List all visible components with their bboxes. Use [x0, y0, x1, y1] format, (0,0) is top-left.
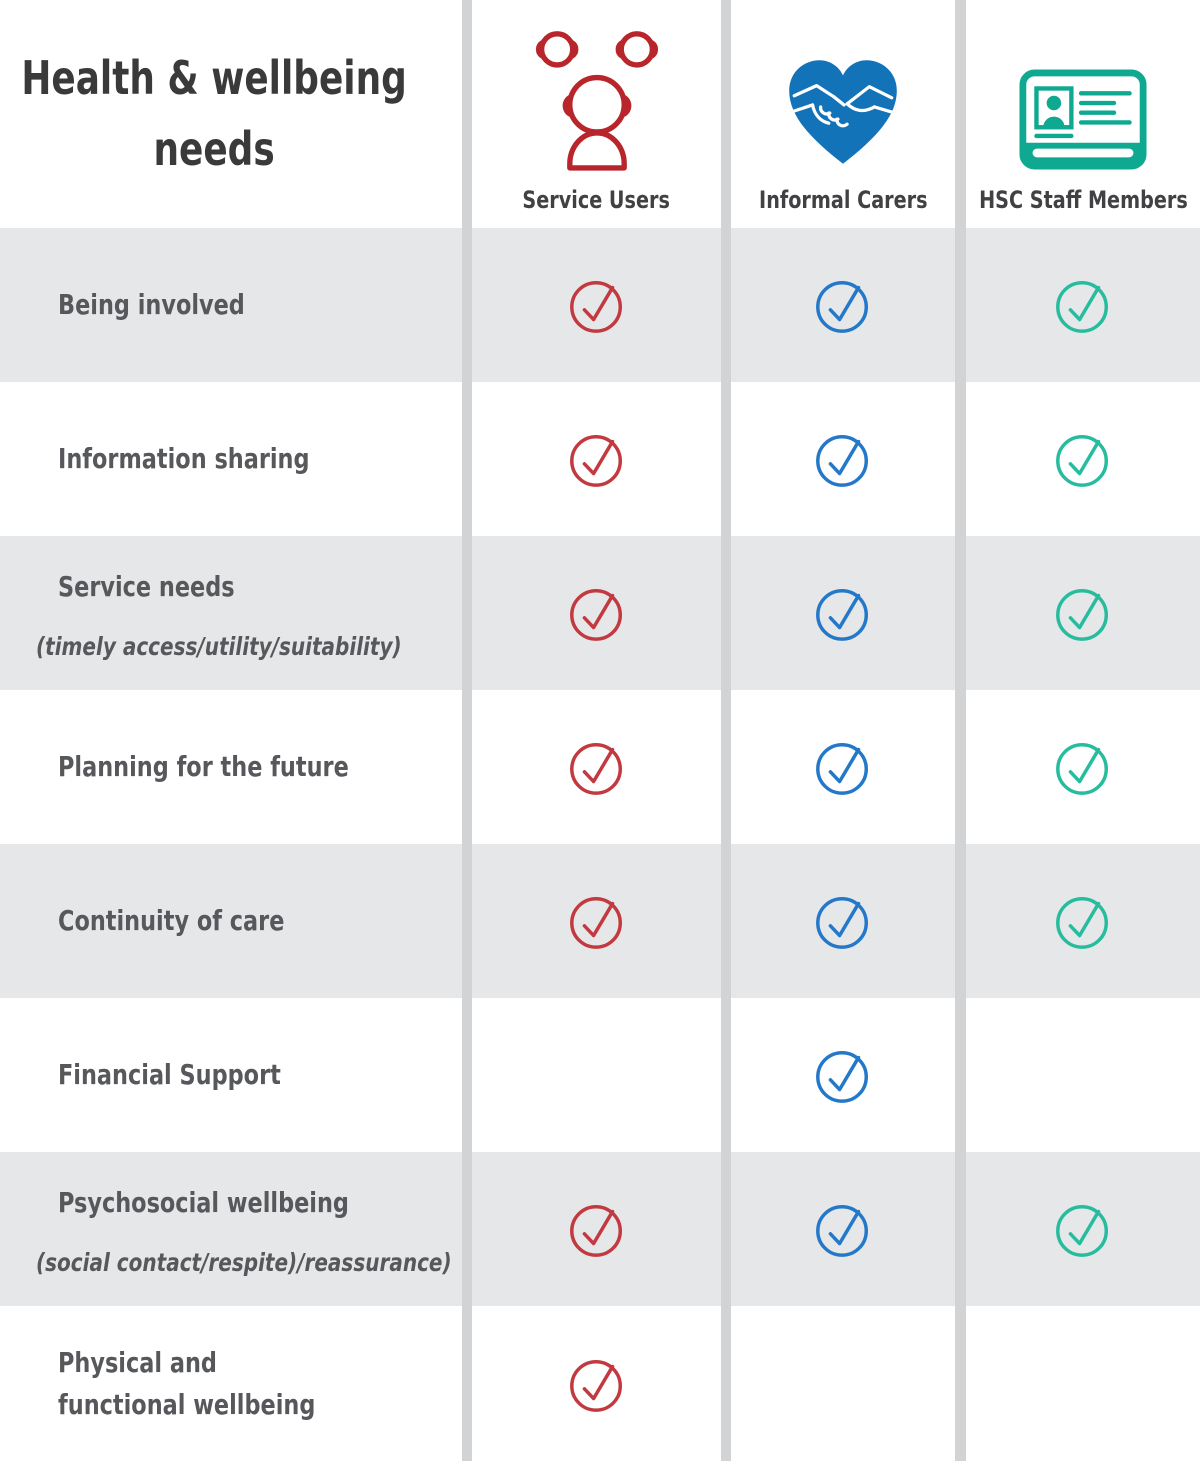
column-header-hsc-staff: [966, 0, 1200, 228]
check-cell-service-users: [472, 1306, 721, 1461]
check-icon: [566, 428, 628, 490]
row-label-cell: [0, 1306, 462, 1461]
row-label-cell: [0, 690, 462, 844]
row-label-cell: [0, 382, 462, 536]
check-icon: [812, 582, 874, 644]
row-label: [0, 746, 421, 788]
row-label-text: Physical and functional wellbeing: [58, 1345, 316, 1421]
check-icon: [1052, 428, 1114, 490]
check-cell-service-users: [472, 228, 721, 382]
row-sublabel-text: (timely access/utility/suitability): [36, 631, 402, 661]
check-icon: [1052, 582, 1114, 644]
row-label-cell: [0, 1152, 462, 1306]
check-icon: [812, 1044, 874, 1106]
check-cell-informal-carers: [731, 1306, 955, 1461]
column-divider: [955, 0, 966, 1461]
check-cell-service-users: [472, 382, 721, 536]
check-cell-informal-carers: [731, 382, 955, 536]
check-icon: [812, 1198, 874, 1260]
check-icon: [566, 582, 628, 644]
row-label-text: Planning for the future: [58, 750, 349, 783]
check-cell-informal-carers: [731, 228, 955, 382]
row-label-text: Continuity of care: [58, 904, 285, 937]
check-cell-hsc-staff: [966, 1152, 1200, 1306]
people-group-icon: [529, 22, 665, 172]
check-cell-hsc-staff: [966, 228, 1200, 382]
check-cell-hsc-staff: [966, 382, 1200, 536]
row-label-cell: [0, 998, 462, 1152]
check-cell-hsc-staff: [966, 844, 1200, 998]
check-cell-informal-carers: [731, 1152, 955, 1306]
check-icon: [812, 890, 874, 952]
check-icon: [1052, 736, 1114, 798]
row-label: [0, 438, 372, 480]
check-cell-hsc-staff: [966, 998, 1200, 1152]
check-icon: [812, 428, 874, 490]
row-label-cell: [0, 536, 462, 690]
check-cell-informal-carers: [731, 536, 955, 690]
check-icon: [812, 274, 874, 336]
check-cell-informal-carers: [731, 844, 955, 998]
row-label-cell: [0, 844, 462, 998]
check-icon: [566, 1198, 628, 1260]
check-cell-informal-carers: [731, 998, 955, 1152]
row-label-text: Psychosocial wellbeing: [58, 1185, 349, 1219]
row-label: [0, 1342, 423, 1426]
check-cell-hsc-staff: [966, 690, 1200, 844]
row-label: [0, 284, 292, 326]
row-label: [0, 900, 341, 942]
column-header-label: Informal Carers: [758, 186, 928, 214]
id-card-icon: [1019, 67, 1147, 172]
heart-handshake-icon: [776, 48, 910, 172]
column-header-service-users: [472, 0, 721, 228]
check-icon: [566, 890, 628, 952]
check-cell-service-users: [472, 1152, 721, 1306]
column-header-informal-carers: [731, 0, 955, 228]
page-title: Health & wellbeing needs: [21, 50, 407, 176]
column-divider: [721, 0, 731, 1461]
row-label-text: Being involved: [58, 288, 245, 321]
check-icon: [566, 736, 628, 798]
row-label: [0, 566, 493, 661]
check-icon: [1052, 1198, 1114, 1260]
row-label-text: Service needs: [58, 569, 235, 603]
check-cell-service-users: [472, 690, 721, 844]
column-header-label: HSC Staff Members: [978, 186, 1188, 214]
check-icon: [566, 1353, 628, 1415]
check-cell-informal-carers: [731, 690, 955, 844]
check-cell-hsc-staff: [966, 536, 1200, 690]
check-cell-service-users: [472, 998, 721, 1152]
check-icon: [566, 274, 628, 336]
row-label-cell: [0, 228, 462, 382]
column-header-label: Service Users: [522, 186, 671, 214]
row-sublabel-text: (social contact/respite)/reassurance): [36, 1247, 452, 1277]
check-icon: [812, 736, 874, 798]
check-cell-hsc-staff: [966, 1306, 1200, 1461]
row-label-text: Financial Support: [58, 1058, 281, 1091]
row-label: [0, 1054, 337, 1096]
table-title-cell: [0, 0, 462, 228]
row-label-text: Information sharing: [58, 442, 310, 475]
check-cell-service-users: [472, 536, 721, 690]
check-icon: [1052, 890, 1114, 952]
check-cell-service-users: [472, 844, 721, 998]
check-icon: [1052, 274, 1114, 336]
